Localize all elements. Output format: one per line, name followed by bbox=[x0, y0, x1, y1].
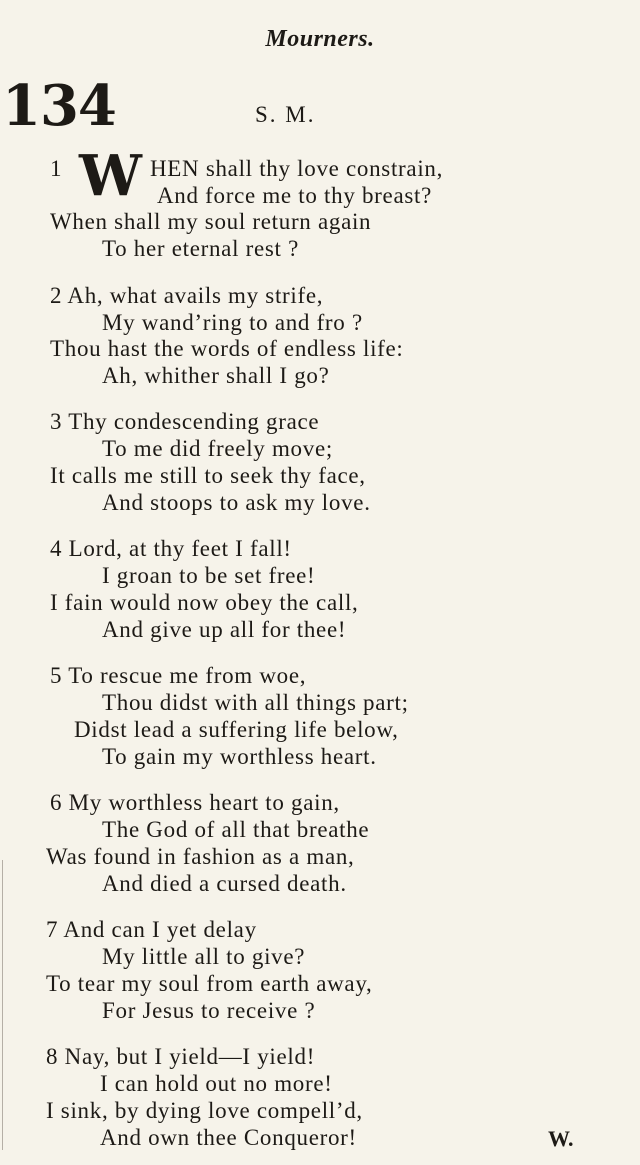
verse-line: For Jesus to receive ? bbox=[102, 998, 316, 1023]
verse-line: 7 And can I yet delay bbox=[46, 917, 257, 942]
verse-line: 4 Lord, at thy feet I fall! bbox=[50, 536, 292, 561]
verse-line: And force me to thy breast? bbox=[157, 183, 432, 208]
verse-line: It calls me still to seek thy face, bbox=[50, 463, 366, 488]
verse-line: Didst lead a suffering life below, bbox=[74, 717, 399, 742]
stanza-number: 1 bbox=[50, 156, 63, 181]
verse-line: Was found in fashion as a man, bbox=[46, 844, 355, 869]
verse-line: Thou hast the words of endless life: bbox=[50, 336, 404, 361]
verse-line: And own thee Conqueror! bbox=[100, 1125, 357, 1150]
verse-line: And stoops to ask my love. bbox=[102, 490, 371, 515]
verse-line: When shall my soul return again bbox=[50, 209, 372, 234]
verse-line: I can hold out no more! bbox=[100, 1071, 333, 1096]
verse-line: I sink, by dying love compell’d, bbox=[46, 1098, 363, 1123]
verse-line: HEN shall thy love constrain, bbox=[150, 156, 444, 181]
running-head: Mourners. bbox=[265, 26, 375, 52]
meter-label: S. M. bbox=[255, 102, 316, 127]
verse-line: 2 Ah, what avails my strife, bbox=[50, 283, 324, 308]
verse-line: I groan to be set free! bbox=[102, 563, 316, 588]
verse-line: To gain my worthless heart. bbox=[102, 744, 377, 769]
hymn-number: 134 bbox=[2, 73, 116, 139]
verse-line: The God of all that breathe bbox=[102, 817, 370, 842]
verse-line: I fain would now obey the call, bbox=[50, 590, 359, 615]
verse-line: 3 Thy condescending grace bbox=[50, 409, 320, 434]
verse-line: My wand’ring to and fro ? bbox=[102, 310, 363, 335]
verse-line: And give up all for thee! bbox=[102, 617, 347, 642]
verse-line: My little all to give? bbox=[102, 944, 306, 969]
verse-line: 8 Nay, but I yield—I yield! bbox=[46, 1044, 316, 1069]
page-edge-rule bbox=[2, 860, 3, 1150]
verse-line: And died a cursed death. bbox=[102, 871, 347, 896]
verse-line: Thou didst with all things part; bbox=[102, 690, 409, 715]
verse-line: 6 My worthless heart to gain, bbox=[50, 790, 340, 815]
verse-line: To tear my soul from earth away, bbox=[46, 971, 373, 996]
drop-cap: W bbox=[79, 143, 142, 209]
catchword: W. bbox=[548, 1126, 574, 1151]
verse-line: Ah, whither shall I go? bbox=[102, 363, 330, 388]
verse-line: To her eternal rest ? bbox=[102, 236, 299, 261]
bleed-through-texture bbox=[522, 60, 632, 1060]
verse-line: 5 To rescue me from woe, bbox=[50, 663, 307, 688]
verse-line: To me did freely move; bbox=[102, 436, 333, 461]
